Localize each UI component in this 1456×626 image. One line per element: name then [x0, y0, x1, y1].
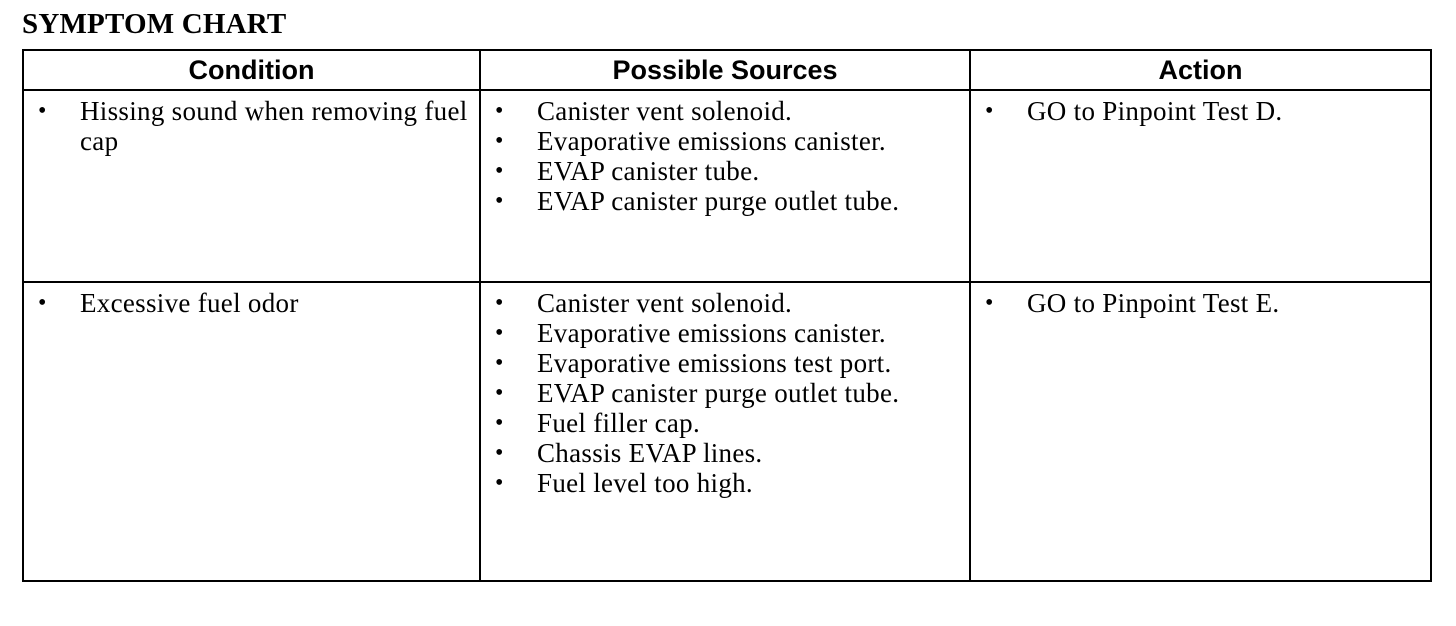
header-row [23, 50, 1431, 90]
list-item [24, 96, 475, 156]
header-possible-sources: Possible Sources [480, 50, 970, 90]
source-text: Fuel level too high. [537, 468, 753, 498]
action-cell [970, 90, 1431, 282]
bullet-icon: • [495, 350, 504, 376]
symptom-table [22, 49, 1432, 582]
source-text: EVAP canister purge outlet tube. [537, 186, 900, 216]
action-cell [970, 282, 1431, 581]
action-text: GO to Pinpoint Test E. [1027, 288, 1280, 318]
bullet-icon: • [38, 98, 47, 124]
bullet-icon: • [985, 290, 994, 316]
sources-list [481, 283, 969, 498]
source-text: Evaporative emissions test port. [537, 348, 892, 378]
list-item [481, 96, 965, 126]
source-text: Chassis EVAP lines. [537, 438, 763, 468]
sources-list [481, 91, 969, 216]
bullet-icon: • [495, 470, 504, 496]
condition-list [24, 91, 479, 156]
page-title: SYMPTOM CHART [22, 8, 287, 40]
list-item [481, 318, 965, 348]
list-item [481, 126, 965, 156]
header-action: Action [970, 50, 1431, 90]
source-text: Evaporative emissions canister. [537, 318, 886, 348]
bullet-icon: • [38, 290, 47, 316]
list-item [24, 288, 475, 318]
condition-cell [23, 90, 480, 282]
bullet-icon: • [495, 320, 504, 346]
bullet-icon: • [495, 158, 504, 184]
list-item [971, 96, 1426, 126]
table-row [23, 282, 1431, 581]
list-item [481, 468, 965, 498]
bullet-icon: • [495, 290, 504, 316]
list-item [481, 438, 965, 468]
source-text: EVAP canister tube. [537, 156, 760, 186]
list-item [481, 408, 965, 438]
condition-text: Hissing sound when removing fuel cap [80, 96, 468, 156]
source-text: EVAP canister purge outlet tube. [537, 378, 900, 408]
source-text: Canister vent solenoid. [537, 288, 793, 318]
sources-cell [480, 282, 970, 581]
source-text: Evaporative emissions canister. [537, 126, 886, 156]
action-text: GO to Pinpoint Test D. [1027, 96, 1283, 126]
bullet-icon: • [495, 128, 504, 154]
action-list [971, 91, 1430, 126]
list-item [481, 378, 965, 408]
list-item [481, 348, 965, 378]
header-condition: Condition [23, 50, 480, 90]
source-text: Fuel filler cap. [537, 408, 700, 438]
bullet-icon: • [495, 98, 504, 124]
condition-cell [23, 282, 480, 581]
list-item [481, 288, 965, 318]
bullet-icon: • [985, 98, 994, 124]
bullet-icon: • [495, 440, 504, 466]
condition-list [24, 283, 479, 318]
source-text: Canister vent solenoid. [537, 96, 793, 126]
bullet-icon: • [495, 188, 504, 214]
bullet-icon: • [495, 410, 504, 436]
condition-text: Excessive fuel odor [80, 288, 299, 318]
list-item [971, 288, 1426, 318]
table-row [23, 90, 1431, 282]
action-list [971, 283, 1430, 318]
bullet-icon: • [495, 380, 504, 406]
list-item [481, 186, 965, 216]
sources-cell [480, 90, 970, 282]
list-item [481, 156, 965, 186]
